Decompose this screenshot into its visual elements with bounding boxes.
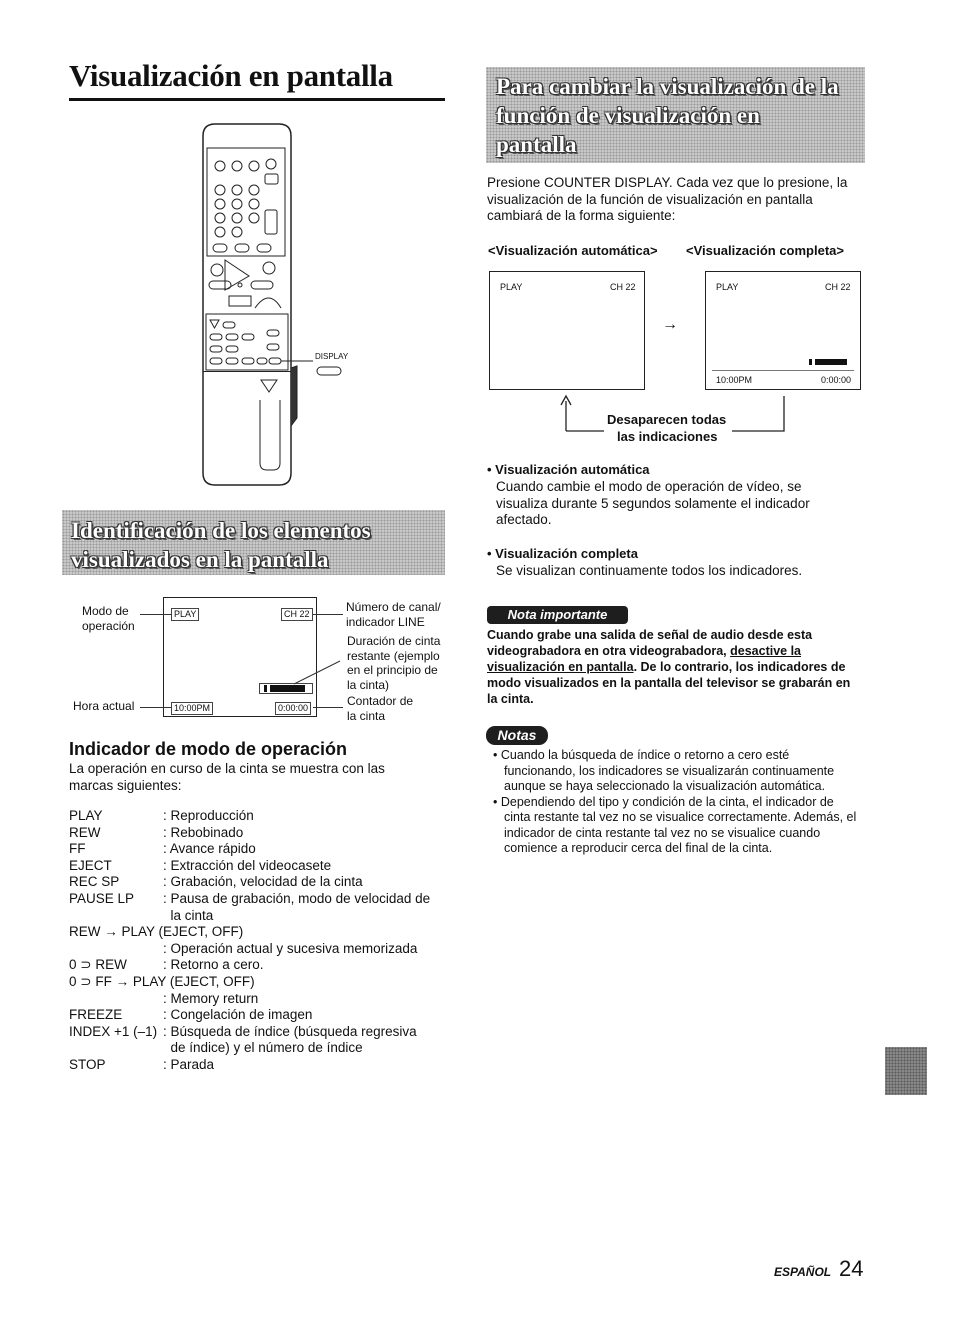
notes-label: Notas <box>486 726 548 745</box>
footer-page-number: 24 <box>839 1256 864 1281</box>
footer-language: ESPAÑOL <box>774 1265 832 1279</box>
mode-term: FF <box>69 841 86 857</box>
mode-description: : Grabación, velocidad de la cinta <box>163 874 363 890</box>
banner-left-line2: visualizados en la pantalla <box>71 547 329 572</box>
mode-description: : Reproducción <box>163 808 254 823</box>
mode-term: 0 ⊃ FF → PLAY (EJECT, OFF) <box>69 973 255 989</box>
important-note-text <box>487 627 859 707</box>
banner-right-line2: función de visualización en <box>496 103 760 128</box>
mode-term: REW <box>69 824 101 840</box>
mode-item <box>69 825 449 842</box>
mode-item <box>69 858 449 875</box>
osd-play-label: PLAY <box>171 608 199 621</box>
screen-full-counter: 0:00:00 <box>821 375 852 385</box>
mode-description: : Operación actual y sucesiva memorizada <box>163 940 418 956</box>
mode-description: : Congelación de imagen <box>163 1007 313 1023</box>
callout-numero-line <box>313 614 343 615</box>
mode-description: : Avance rápido <box>163 841 256 857</box>
title-rule <box>69 98 445 101</box>
auto-display-header: <Visualización automática> <box>488 243 658 258</box>
full-display-header: <Visualización completa> <box>686 243 844 258</box>
mode-term: PLAY <box>69 808 103 823</box>
arrow-right: → <box>662 316 678 333</box>
remote-display-label: DISPLAY <box>315 352 349 361</box>
important-text-a: Cuando grabe una salida de señal de audio desde esta videograbadora en otra videograbadora, <box>487 628 813 658</box>
mode-description: la cinta <box>163 907 214 923</box>
important-text-underlined: desactive la visualización en pantalla <box>487 644 802 674</box>
important-note-label: Nota importante <box>487 606 628 624</box>
mode-term: EJECT <box>69 857 112 873</box>
mode-description: : Pausa de grabación, modo de velocidad de <box>163 890 431 906</box>
important-text-b: . De lo contrario, los indicadores de modo visualizados en la pantalla del televisor se grabarán en la cinta. <box>487 660 851 706</box>
mode-description: : Parada <box>163 1056 215 1072</box>
note-item: • Cuando la búsqueda de índice o retorno a cero esté funcionando, los indicadores se visualizarán continuamente aunque se haya seleccionado la visualización automática. <box>493 748 835 793</box>
screen-full-time: 10:00PM <box>716 375 753 385</box>
remote-control-illustration <box>195 118 370 490</box>
intro-paragraph: Presione COUNTER DISPLAY. Cada vez que lo presione, la visualización de la función de visualización en pantalla cambiará de la forma siguiente: <box>487 175 848 223</box>
callout-modo: Modo de operación <box>82 604 135 633</box>
full-title: • Visualización completa <box>487 546 638 561</box>
banner-right-line1: Para cambiar la visualización de la <box>496 74 839 99</box>
callout-hora-line <box>140 707 172 708</box>
mode-item <box>69 1024 449 1041</box>
mode-item <box>69 1007 449 1024</box>
screen-full-play: PLAY <box>716 282 739 292</box>
screen-full-divider <box>712 370 854 371</box>
callout-contador: Contador de la cinta <box>347 694 414 723</box>
note-item: • Dependiendo del tipo y condición de la cinta, el indicador de cinta restante tal vez no se visualice correctamente. Además, el indicador de cinta restante tal vez no se visualice cuando comience a reproducir cerca del final de la cinta. <box>493 794 857 855</box>
screen-auto-ch: CH 22 <box>610 282 636 292</box>
osd-channel-label: CH 22 <box>281 608 313 621</box>
callout-duracion-line <box>292 660 342 686</box>
mode-description: : Rebobinado <box>163 824 244 840</box>
disappear-line1: Desaparecen todas <box>607 412 727 427</box>
section-intro: La operación en curso de la cinta se muestra con las marcas siguientes: <box>69 761 385 793</box>
mode-description: : Extracción del videocasete <box>163 857 332 873</box>
mode-term: INDEX +1 (–1) <box>69 1023 158 1039</box>
notes-list <box>493 748 863 857</box>
banner-left-line1: Identificación de los elementos <box>71 518 371 543</box>
screen-full-ch: CH 22 <box>825 282 851 292</box>
mode-term: PAUSE LP <box>69 890 135 906</box>
mode-item <box>69 957 449 974</box>
callout-contador-line <box>313 707 343 708</box>
osd-counter-label: 0:00:00 <box>275 702 311 715</box>
auto-text: Cuando cambie el modo de operación de vídeo, se visualiza durante 5 segundos solamente el indicador afectado. <box>496 479 810 527</box>
page-title: Visualización en pantalla <box>69 58 393 93</box>
screen-auto-play: PLAY <box>500 282 523 292</box>
mode-term: REW → PLAY (EJECT, OFF) <box>69 924 244 940</box>
screen-full-tape-bar <box>809 359 851 365</box>
note-1-text: Cuando la búsqueda de índice o retorno a cero esté funcionando, los indicadores se visualizarán continuamente aunque se haya seleccionado la visualización automática. <box>500 748 835 793</box>
mode-list <box>69 808 449 1074</box>
mode-item <box>69 1057 449 1074</box>
mode-term: STOP <box>69 1056 106 1072</box>
section-heading-indicador: Indicador de modo de operación <box>69 739 348 759</box>
disappear-line2: las indicaciones <box>617 429 718 444</box>
osd-time-label: 10:00PM <box>171 702 213 715</box>
mode-item <box>69 1040 449 1057</box>
mode-description: de índice) y el número de índice <box>163 1040 363 1056</box>
mode-description: : Retorno a cero. <box>163 957 264 973</box>
callout-duracion: Duración de cinta restante (ejemplo en el principio de la cinta) <box>347 634 441 692</box>
page-edge-tab <box>885 1047 927 1095</box>
callout-modo-line <box>140 614 172 615</box>
mode-item <box>69 924 449 941</box>
mode-item <box>69 908 449 925</box>
full-text: Se visualizan continuamente todos los indicadores. <box>496 563 803 578</box>
mode-term: REC SP <box>69 874 120 890</box>
callout-numero: Número de canal/ indicador LINE <box>346 600 441 629</box>
mode-item <box>69 891 449 908</box>
mode-item <box>69 941 449 958</box>
mode-item <box>69 841 449 858</box>
mode-description: : Búsqueda de índice (búsqueda regresiva <box>163 1023 417 1039</box>
mode-description: : Memory return <box>163 990 259 1006</box>
mode-term: FREEZE <box>69 1007 123 1023</box>
mode-item <box>69 808 449 825</box>
mode-item <box>69 874 449 891</box>
mode-item <box>69 991 449 1008</box>
banner-right-line3: pantalla <box>496 132 577 157</box>
mode-term: 0 ⊃ REW <box>69 957 127 973</box>
auto-title: • Visualización automática <box>487 462 650 477</box>
mode-item <box>69 974 449 991</box>
note-2-text: Dependiendo del tipo y condición de la cinta, el indicador de cinta restante tal vez no se visualice correctamente. Además, el indicador de cinta restante tal vez no se visualice cuando comience a reproducir cerca del final de la cinta. <box>500 794 857 855</box>
callout-hora: Hora actual <box>73 699 135 713</box>
